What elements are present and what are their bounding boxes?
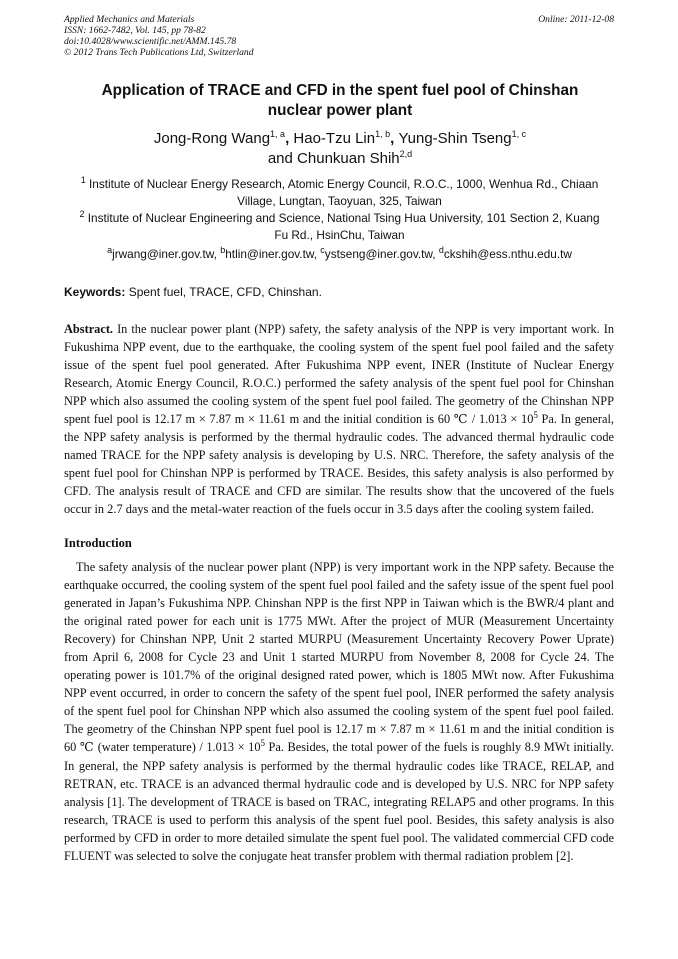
journal-name: Applied Mechanics and Materials [64, 14, 195, 25]
abstract-label: Abstract. [64, 322, 114, 336]
section-heading-introduction: Introduction [64, 536, 132, 550]
email-sup: c [320, 245, 325, 256]
affiliation-2 [62, 210, 617, 244]
keywords [64, 284, 322, 300]
abstract-text-1: In the nuclear power plant (NPP) safety, the safety analysis of the NPP is very important work. In Fukushima NPP event, due to the earthquake, the cooling system of the spent fuel pool failed and the safety issue of the spent fuel pool generated. After Fukushima NPP event, INER (Institute of Nuclear Energy Research, Atomic Energy Council, R.O.C.) performed the safety analysis of the spent fuel pool for Chinshan NPP which also assumed the cooling system of the spent fuel pool failed. The geometry of the Chinshan NPP spent fuel pool is 12.17 m × 7.87 m × 11.61 m and the initial condition is 60 ℃ / 1.013 × 10 [64, 322, 615, 427]
affiliation-line-2: Fu Rd., HsinChu, Taiwan [274, 228, 405, 242]
affiliation-text: Institute of Nuclear Engineering and Science, National Tsing Hua University, 101 Section 2, Kuang [87, 211, 600, 225]
abstract-exponent: 5 [533, 410, 538, 421]
abstract-paragraph [64, 320, 614, 519]
author-list [70, 129, 610, 169]
title-line-1: Application of TRACE and CFD in the spent fuel pool of Chinshan [101, 82, 579, 99]
online-date: Online: 2011-12-08 [538, 14, 614, 25]
abstract-text-2: Pa. In general, the NPP safety analysis is performed by the thermal hydraulic codes. The advanced thermal hydraulic code named TRACE for the NPP safety analysis is developing by U.S. NRC. Therefore, the safety analysis of the spent fuel pool for Chinshan NPP is performed by TRACE. Besides, this safety analysis is also performed by CFD. The analysis result of TRACE and CFD are similar. The results show that the uncovered of the fuels occur in 2.7 days and the metal-water reaction of the fuels occur in 3.5 days after the cooling system failed. [64, 412, 614, 517]
author-affil-sup: 1, a [270, 129, 286, 139]
keywords-text: Spent fuel, TRACE, CFD, Chinshan. [128, 285, 322, 299]
email-address[interactable]: jrwang@iner.gov.tw [112, 247, 214, 261]
authors-line-2 [70, 149, 610, 169]
email-sup: b [220, 245, 226, 256]
author-name: Hao-Tzu Lin [293, 130, 376, 147]
author-name: Jong-Rong Wang [153, 130, 271, 147]
email-list: $^a$jrwang@iner.gov.tw, $^b$htlin@iner.gov.tw, $^c$ystseng@iner.gov.tw, $^d$ckshih@ess.nthu.edu.tw [107, 245, 572, 261]
intro-text-1: The safety analysis of the nuclear power plant (NPP) is very important work in the NPP safety. Because the earthquake occurred, the cooling system of the spent fuel pool failed and the safety issue of the spent fuel pool generated in Japan’s Fukushima NPP. Chinshan NPP is the first NPP in Taiwan which is the BWR/4 plant and the original rated power for each unit is 1775 MWt. After the project of MUR (Measurement Uncertainty Recovery) for Chinshan NPP, Unit 2 started MURPU (Measurement Uncertainty Recovery Power Uprate) from April 6, 2008 for Cycle 23 and Unit 1 started MURPU from November 8, 2008 for Cycle 24. The operating power is 101.7% of the original designed rated power, which is 1805 MWt now. After Fukushima NPP event occurred, in order to concern the safety of the spent fuel pool, INER performed the safety analysis of the spent fuel pool for Chinshan NPP which also assumed the cooling system of the spent fuel pool failed. The geometry of the Chinshan NPP spent fuel pool is 12.17 m × 7.87 m × 11.61 m and the initial condition is 60 ℃ (water temperature) / 1.013 × 10 [64, 560, 614, 755]
intro-exponent: 5 [260, 738, 265, 749]
affiliation-line-2: Village, Lungtan, Taoyuan, 325, Taiwan [237, 194, 442, 208]
intro-text-2: Pa. Besides, the total power of the fuels is roughly 8.9 MWt initially. In general, the NPP safety analysis is performed by the thermal hydraulic codes like TRACE, RELAP, and RETRAN, etc. TRACE is an advanced thermal hydraulic code and is developed by U.S. NRC for NPP safety analysis [1]. The development of TRACE is based on TRAC, integrating RELAP5 and other programs. In this research, TRACE is used to perform this analysis of the spent fuel pool. Besides, this safety analysis is also performed by CFD in order to more detailed simulate the spent fuel pool. The validated commercial CFD code FLUENT was selected to solve the conjugate heat transfer problem with thermal radiation problem [2]. [64, 740, 614, 863]
affiliation-number: 2 [79, 209, 85, 220]
author-separator: , [390, 130, 399, 147]
paper-title [70, 81, 610, 121]
email-address[interactable]: ystseng@iner.gov.tw [324, 247, 433, 261]
email-sup: a [107, 245, 113, 256]
authors-line-1 [70, 129, 610, 149]
affiliation-text: Institute of Nuclear Energy Research, Atomic Energy Council, R.O.C., 1000, Wenhua Rd., Chiaan [89, 177, 599, 191]
email-sup: d [438, 245, 444, 256]
author-and: and [267, 150, 293, 167]
affiliation-number: 1 [80, 175, 86, 186]
issn-line: ISSN: 1662-7482, Vol. 145, pp 78-82 [64, 25, 206, 36]
keywords-label: Keywords: [64, 285, 126, 299]
doi-line: doi:10.4028/www.scientific.net/AMM.145.78 [64, 36, 237, 47]
page-header [64, 14, 614, 58]
affiliation-1 [62, 176, 617, 210]
email-address[interactable]: ckshih@ess.nthu.edu.tw [443, 247, 572, 261]
author-name: Chunkuan Shih [297, 150, 400, 167]
affiliation-line-1 [62, 210, 617, 227]
author-affil-sup: 1, c [511, 129, 527, 139]
author-affil-sup: 1, b [375, 129, 391, 139]
title-line-2: nuclear power plant [267, 102, 413, 119]
email-address[interactable]: htlin@iner.gov.tw [225, 247, 314, 261]
introduction-paragraph [64, 558, 614, 865]
author-affil-sup: 2,d [399, 149, 413, 159]
affiliation-line-1 [62, 176, 617, 193]
author-separator: , [285, 130, 294, 147]
author-name: Yung-Shin Tseng [398, 130, 512, 147]
copyright-line: © 2012 Trans Tech Publications Ltd, Switzerland [64, 47, 254, 58]
